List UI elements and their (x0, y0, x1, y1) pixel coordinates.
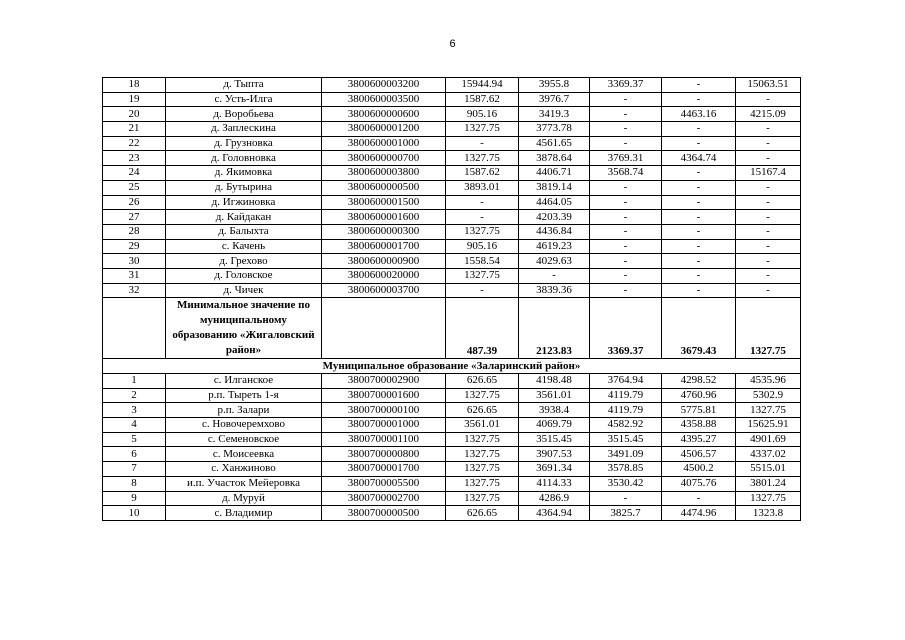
table-cell: 3800600003700 (322, 283, 446, 298)
table-cell: д. Муруй (166, 491, 322, 506)
table-cell: и.п. Участок Мейеровка (166, 476, 322, 491)
table-cell: - (662, 210, 736, 225)
table-cell: 3800600000600 (322, 107, 446, 122)
table-row (103, 374, 801, 389)
table-cell: 905.16 (446, 239, 519, 254)
table-cell: 3764.94 (590, 374, 662, 389)
table-cell: с. Семеновское (166, 432, 322, 447)
table-cell: д. Игжиновка (166, 195, 322, 210)
table-row (103, 195, 801, 210)
table-cell: 3691.34 (519, 462, 590, 477)
table-cell: 15944.94 (446, 78, 519, 93)
table-cell: 10 (103, 506, 166, 521)
table-cell: 3369.37 (590, 78, 662, 93)
table-cell: 3800700000500 (322, 506, 446, 521)
table-cell: 1 (103, 374, 166, 389)
table-cell: - (662, 491, 736, 506)
table-cell: 4464.05 (519, 195, 590, 210)
table-cell: 1587.62 (446, 166, 519, 181)
table-row (103, 239, 801, 254)
table-cell: 4582.92 (590, 418, 662, 433)
table-cell: 4474.96 (662, 506, 736, 521)
table-cell: - (662, 78, 736, 93)
table-cell: 5515.01 (736, 462, 801, 477)
table-cell: 3800600000500 (322, 180, 446, 195)
table-cell: 20 (103, 107, 166, 122)
page-number: 6 (449, 38, 456, 50)
table-cell: 3800700001100 (322, 432, 446, 447)
table-cell: - (736, 136, 801, 151)
table-cell: 4436.84 (519, 224, 590, 239)
table-cell (322, 298, 446, 359)
table-cell: 3878.64 (519, 151, 590, 166)
table-cell: с. Качень (166, 239, 322, 254)
table-row (103, 388, 801, 403)
summary-label: Минимальное значение по муниципальному образованию «Жигаловский район» (166, 298, 322, 359)
table-cell: 30 (103, 254, 166, 269)
table-cell: 5 (103, 432, 166, 447)
table-cell: 6 (103, 447, 166, 462)
table-cell: 4619.23 (519, 239, 590, 254)
table-cell: 4535.96 (736, 374, 801, 389)
table-row (103, 268, 801, 283)
table-row (103, 403, 801, 418)
table-cell: 3800600001700 (322, 239, 446, 254)
table-cell: - (446, 136, 519, 151)
table-row (103, 432, 801, 447)
table-cell: - (519, 268, 590, 283)
table-cell: 626.65 (446, 506, 519, 521)
table-cell: р.п. Залари (166, 403, 322, 418)
table-cell: 4075.76 (662, 476, 736, 491)
table-cell: - (662, 166, 736, 181)
table-cell: 3839.36 (519, 283, 590, 298)
table-cell: д. Бутырина (166, 180, 322, 195)
table-cell: 15167.4 (736, 166, 801, 181)
table-cell: 3568.74 (590, 166, 662, 181)
table-cell: 3578.85 (590, 462, 662, 477)
table-cell: - (590, 122, 662, 137)
table-cell: - (662, 254, 736, 269)
data-table (102, 77, 801, 521)
summary-value: 2123.83 (519, 298, 590, 359)
table-cell: 19 (103, 92, 166, 107)
table-cell: д. Чичек (166, 283, 322, 298)
table-cell: 3800600000900 (322, 254, 446, 269)
table-cell: 4029.63 (519, 254, 590, 269)
table-cell: - (736, 122, 801, 137)
table-row (103, 180, 801, 195)
table-cell: 23 (103, 151, 166, 166)
table-cell: 3801.24 (736, 476, 801, 491)
table-cell: - (590, 239, 662, 254)
table-cell: - (590, 136, 662, 151)
table-cell: - (590, 283, 662, 298)
table-cell: 3800700002700 (322, 491, 446, 506)
table-cell: 905.16 (446, 107, 519, 122)
table-cell: 1327.75 (446, 151, 519, 166)
table-cell: д. Грехово (166, 254, 322, 269)
table-cell: 4463.16 (662, 107, 736, 122)
table-cell: 1323.8 (736, 506, 801, 521)
table-cell: 4561.65 (519, 136, 590, 151)
table-cell: - (590, 92, 662, 107)
table-cell: - (662, 224, 736, 239)
table-cell: 4203.39 (519, 210, 590, 225)
table-cell: 4298.52 (662, 374, 736, 389)
summary-row (103, 298, 801, 359)
table-row (103, 283, 801, 298)
table-cell: 1327.75 (446, 432, 519, 447)
table-cell: 3800700000800 (322, 447, 446, 462)
table-cell: 1558.54 (446, 254, 519, 269)
table-cell: 3819.14 (519, 180, 590, 195)
table-body-bottom (103, 374, 801, 521)
table-cell: - (662, 92, 736, 107)
table-cell: д. Головновка (166, 151, 322, 166)
table-cell: 4406.71 (519, 166, 590, 181)
table-cell: 3800600001600 (322, 210, 446, 225)
table-cell: д. Кайдакан (166, 210, 322, 225)
table-cell: 4395.27 (662, 432, 736, 447)
table-cell: 15063.51 (736, 78, 801, 93)
table-cell: 1327.75 (446, 224, 519, 239)
table-row (103, 254, 801, 269)
table-row (103, 462, 801, 477)
table-cell: с. Ханжиново (166, 462, 322, 477)
table-row (103, 78, 801, 93)
table-cell: 24 (103, 166, 166, 181)
table-cell: 1327.75 (736, 491, 801, 506)
table-cell: д. Тыпта (166, 78, 322, 93)
section-title: Муниципальное образование «Заларинский район» (103, 359, 801, 374)
table-cell: - (590, 268, 662, 283)
table-cell: 3800600003200 (322, 78, 446, 93)
table-cell: д. Балыхта (166, 224, 322, 239)
table-cell: с. Новочеремхово (166, 418, 322, 433)
table-cell: 1327.75 (446, 122, 519, 137)
table-row (103, 107, 801, 122)
table-cell: р.п. Тыреть 1-я (166, 388, 322, 403)
table-cell: 1327.75 (446, 491, 519, 506)
table-cell: 3419.3 (519, 107, 590, 122)
table-cell: - (662, 283, 736, 298)
table-cell: 32 (103, 283, 166, 298)
table-cell: 3825.7 (590, 506, 662, 521)
table-cell: 22 (103, 136, 166, 151)
table-cell: 4069.79 (519, 418, 590, 433)
table-cell: д. Заплескина (166, 122, 322, 137)
summary-value: 3369.37 (590, 298, 662, 359)
table-cell: 3800700001700 (322, 462, 446, 477)
table-cell: 3893.01 (446, 180, 519, 195)
table-cell: - (662, 239, 736, 254)
table-row (103, 491, 801, 506)
table-row (103, 224, 801, 239)
table-cell: - (736, 151, 801, 166)
table-cell: 4358.88 (662, 418, 736, 433)
table-cell: 3800600000300 (322, 224, 446, 239)
table-cell: 1327.75 (446, 447, 519, 462)
table-cell: - (736, 254, 801, 269)
table-cell (103, 298, 166, 359)
table-row (103, 151, 801, 166)
table-cell: 4500.2 (662, 462, 736, 477)
table-cell: 31 (103, 268, 166, 283)
table-cell: 1327.75 (446, 268, 519, 283)
table-cell: - (590, 195, 662, 210)
table-cell: 15625.91 (736, 418, 801, 433)
table-cell: 3800600003800 (322, 166, 446, 181)
table-cell: д. Грузновка (166, 136, 322, 151)
table-cell: 4364.74 (662, 151, 736, 166)
table-row (103, 210, 801, 225)
table-cell: - (590, 224, 662, 239)
table-cell: 3800700000100 (322, 403, 446, 418)
table-cell: - (662, 195, 736, 210)
table-cell: 1587.62 (446, 92, 519, 107)
table-cell: д. Воробьева (166, 107, 322, 122)
table-cell: - (662, 122, 736, 137)
table-cell: 3938.4 (519, 403, 590, 418)
table-cell: 5302.9 (736, 388, 801, 403)
table-cell: - (736, 195, 801, 210)
table-row (103, 447, 801, 462)
table-cell: 3800600001200 (322, 122, 446, 137)
table-cell: 3800700001000 (322, 418, 446, 433)
table-cell: - (662, 180, 736, 195)
table-cell: - (736, 239, 801, 254)
table-cell: - (736, 283, 801, 298)
summary-value: 1327.75 (736, 298, 801, 359)
table-cell: 3800600020000 (322, 268, 446, 283)
table-cell: 3800600003500 (322, 92, 446, 107)
table-cell: - (590, 210, 662, 225)
table-cell: 3800700002900 (322, 374, 446, 389)
table-cell: - (736, 224, 801, 239)
table-cell: 4337.02 (736, 447, 801, 462)
table-cell: 3800700001600 (322, 388, 446, 403)
table-cell: 4215.09 (736, 107, 801, 122)
table-cell: 18 (103, 78, 166, 93)
table-cell: - (590, 254, 662, 269)
table-cell: - (590, 180, 662, 195)
table-row (103, 92, 801, 107)
table-cell: - (662, 268, 736, 283)
table-cell: 3955.8 (519, 78, 590, 93)
table-cell: - (736, 92, 801, 107)
table-cell: 626.65 (446, 374, 519, 389)
table-cell: 4114.33 (519, 476, 590, 491)
table-cell: с. Владимир (166, 506, 322, 521)
table-cell: 3976.7 (519, 92, 590, 107)
table-cell: 5775.81 (662, 403, 736, 418)
table-cell: 3 (103, 403, 166, 418)
table-cell: 1327.75 (446, 476, 519, 491)
table-row (103, 136, 801, 151)
table-cell: 28 (103, 224, 166, 239)
table-cell: - (446, 283, 519, 298)
table-cell: - (736, 180, 801, 195)
table-cell: 4760.96 (662, 388, 736, 403)
table-cell: 25 (103, 180, 166, 195)
table-cell: 3769.31 (590, 151, 662, 166)
table-cell: 4901.69 (736, 432, 801, 447)
table-cell: с. Илганское (166, 374, 322, 389)
table-cell: 3907.53 (519, 447, 590, 462)
table-cell: 4506.57 (662, 447, 736, 462)
table-cell: 4364.94 (519, 506, 590, 521)
table-cell: 21 (103, 122, 166, 137)
table-cell: 26 (103, 195, 166, 210)
table-cell: 4286.9 (519, 491, 590, 506)
table-row (103, 418, 801, 433)
table-row (103, 166, 801, 181)
table-cell: 4198.48 (519, 374, 590, 389)
table-cell: - (736, 268, 801, 283)
table-body-top (103, 78, 801, 298)
table-cell: 4 (103, 418, 166, 433)
table-cell: 9 (103, 491, 166, 506)
table-cell: с. Усть-Илга (166, 92, 322, 107)
table-cell: с. Моисеевка (166, 447, 322, 462)
table-cell: 3800600001000 (322, 136, 446, 151)
table-cell: 3515.45 (519, 432, 590, 447)
table-row (103, 476, 801, 491)
table-cell: 4119.79 (590, 388, 662, 403)
table-cell: - (590, 491, 662, 506)
table-cell: 8 (103, 476, 166, 491)
table-cell: д. Головское (166, 268, 322, 283)
table-cell: - (662, 136, 736, 151)
table-cell: 2 (103, 388, 166, 403)
table-cell: - (446, 195, 519, 210)
table-cell: 1327.75 (446, 388, 519, 403)
table-cell: 3773.78 (519, 122, 590, 137)
table-summary (103, 298, 801, 374)
table-cell: д. Якимовка (166, 166, 322, 181)
table-cell: 3561.01 (519, 388, 590, 403)
table-cell: 4119.79 (590, 403, 662, 418)
table-row (103, 122, 801, 137)
table-cell: 626.65 (446, 403, 519, 418)
table-cell: 1327.75 (446, 462, 519, 477)
table-cell: - (590, 107, 662, 122)
table-cell: - (736, 210, 801, 225)
table-cell: 3515.45 (590, 432, 662, 447)
section-header-row (103, 359, 801, 374)
table-cell: 3800700005500 (322, 476, 446, 491)
summary-value: 3679.43 (662, 298, 736, 359)
table-cell: 3800600000700 (322, 151, 446, 166)
table-cell: 3561.01 (446, 418, 519, 433)
table-cell: 3800600001500 (322, 195, 446, 210)
table-row (103, 506, 801, 521)
table-cell: - (446, 210, 519, 225)
table-cell: 3491.09 (590, 447, 662, 462)
table-cell: 29 (103, 239, 166, 254)
table-cell: 7 (103, 462, 166, 477)
table-cell: 1327.75 (736, 403, 801, 418)
table-cell: 3530.42 (590, 476, 662, 491)
summary-value: 487.39 (446, 298, 519, 359)
table-cell: 27 (103, 210, 166, 225)
